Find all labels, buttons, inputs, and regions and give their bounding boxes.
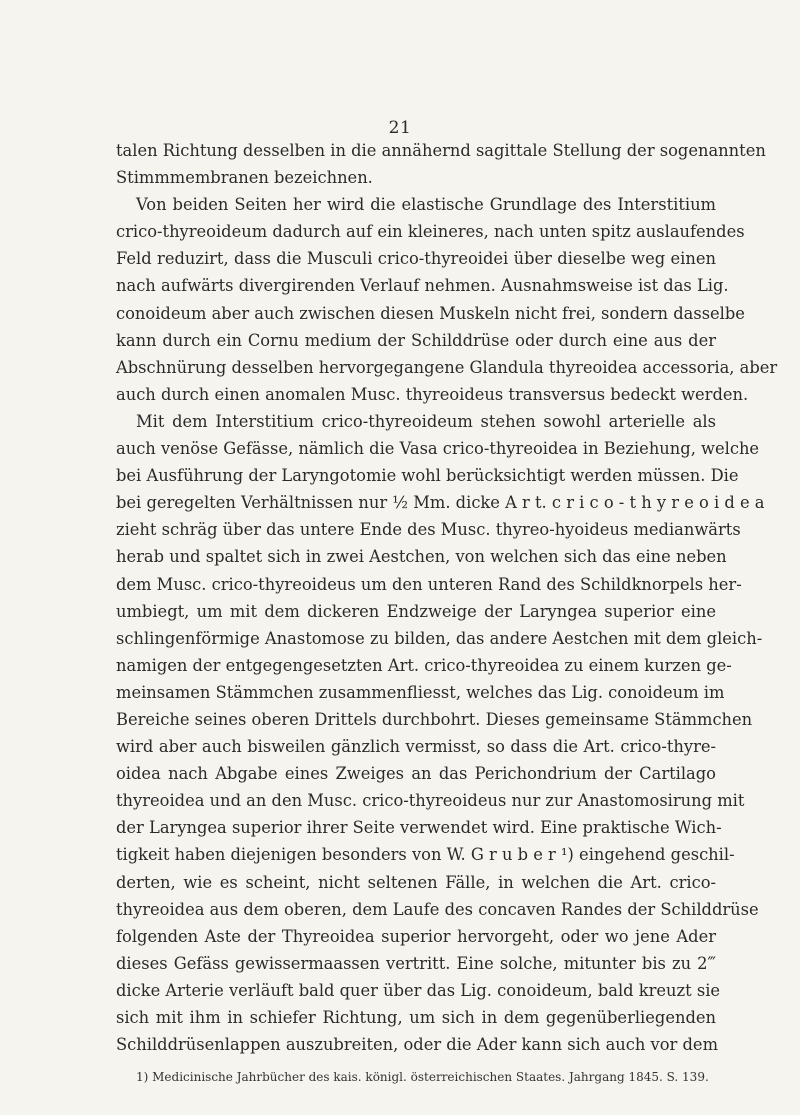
text-line: namigen der entgegengesetzten Art. crico-thyreoidea zu einem kurzen ge- [116, 655, 732, 675]
text-line: kann durch ein Cornu medium der Schilddrüse oder durch eine aus der [116, 330, 716, 350]
text-line: der Laryngea superior ihrer Seite verwendet wird. Eine praktische Wich- [116, 818, 722, 838]
text-line: Stimmmembranen bezeichnen. [116, 168, 373, 188]
text-line: herab und spaltet sich in zwei Aestchen, von welchen sich das eine neben [116, 547, 727, 567]
text-line: conoideum aber auch zwischen diesen Muskeln nicht frei, sondern dasselbe [116, 303, 745, 323]
text-line: wird aber auch bisweilen gänzlich vermisst, so dass die Art. crico-thyre- [116, 737, 716, 757]
page-number: 21 [388, 118, 412, 138]
text-line: oidea nach Abgabe eines Zweiges an das Perichondrium der Cartilago [116, 764, 716, 784]
text-line: auch venöse Gefässe, nämlich die Vasa crico-thyreoidea in Beziehung, welche [116, 439, 760, 459]
text-line: dicke Arterie verläuft bald quer über das Lig. conoideum, bald kreuzt sie [116, 980, 721, 1000]
text-line: bei Ausführung der Laryngotomie wohl berücksichtigt werden müssen. Die [116, 466, 739, 486]
body-text [116, 137, 778, 1058]
text-line: nach aufwärts divergirenden Verlauf nehmen. Ausnahmsweise ist das Lig. [116, 276, 729, 296]
text-line: bei geregelten Verhältnissen nur ½ Mm. dicke A r t. c r i c o - t h y r e o i d e a [116, 493, 765, 513]
text-line: Schilddrüsenlappen auszubreiten, oder die Ader kann sich auch vor dem [116, 1035, 719, 1055]
text-line: Bereiche seines oberen Drittels durchbohrt. Dieses gemeinsame Stämmchen [116, 709, 753, 729]
text-line: umbiegt, um mit dem dickeren Endzweige der Laryngea superior eine [116, 601, 716, 621]
text-line: thyreoidea aus dem oberen, dem Laufe des concaven Randes der Schilddrüse [116, 899, 759, 919]
text-line: folgenden Aste der Thyreoidea superior hervorgeht, oder wo jene Ader [116, 926, 716, 946]
text-line: zieht schräg über das untere Ende des Musc. thyreo-hyoideus medianwärts [116, 520, 741, 540]
text-line: Abschnürung desselben hervorgegangene Glandula thyreoidea accessoria, aber [116, 357, 778, 377]
text-line: thyreoidea und an den Musc. crico-thyreoideus nur zur Anastomosirung mit [116, 791, 745, 811]
text-line: Mit dem Interstitium crico-thyreoideum stehen sowohl arterielle als [136, 411, 716, 431]
text-line: derten, wie es scheint, nicht seltenen Fälle, in welchen die Art. crico- [116, 872, 716, 892]
text-line: meinsamen Stämmchen zusammenfliesst, welches das Lig. conoideum im [116, 682, 725, 702]
text-line: dieses Gefäss gewissermaassen vertritt. Eine solche, mitunter bis zu 2‴ [116, 953, 716, 973]
text-line: crico-thyreoideum dadurch auf ein kleineres, nach unten spitz auslaufendes [116, 222, 745, 242]
text-line: auch durch einen anomalen Musc. thyreoideus transversus bedeckt werden. [116, 384, 749, 404]
text-line: dem Musc. crico-thyreoideus um den unteren Rand des Schildknorpels her- [116, 574, 742, 594]
text-line: tigkeit haben diejenigen besonders von W. G r u b e r ¹) eingehend geschil- [116, 845, 735, 865]
text-line: sich mit ihm in schiefer Richtung, um sich in dem gegenüberliegenden [116, 1008, 716, 1027]
text-line: talen Richtung desselben in die annähernd sagittale Stellung der sogenannten [116, 141, 766, 160]
footnote: 1) Medicinische Jahrbücher des kais. königl. österreichischen Staates. Jahrgang 1845. S. 139. [136, 1070, 709, 1084]
text-line: Von beiden Seiten her wird die elastische Grundlage des Interstitium [136, 195, 716, 215]
text-line: Feld reduzirt, dass die Musculi crico-thyreoidei über dieselbe weg einen [116, 249, 716, 269]
text-line: schlingenförmige Anastomose zu bilden, das andere Aestchen mit dem gleich- [116, 628, 763, 648]
